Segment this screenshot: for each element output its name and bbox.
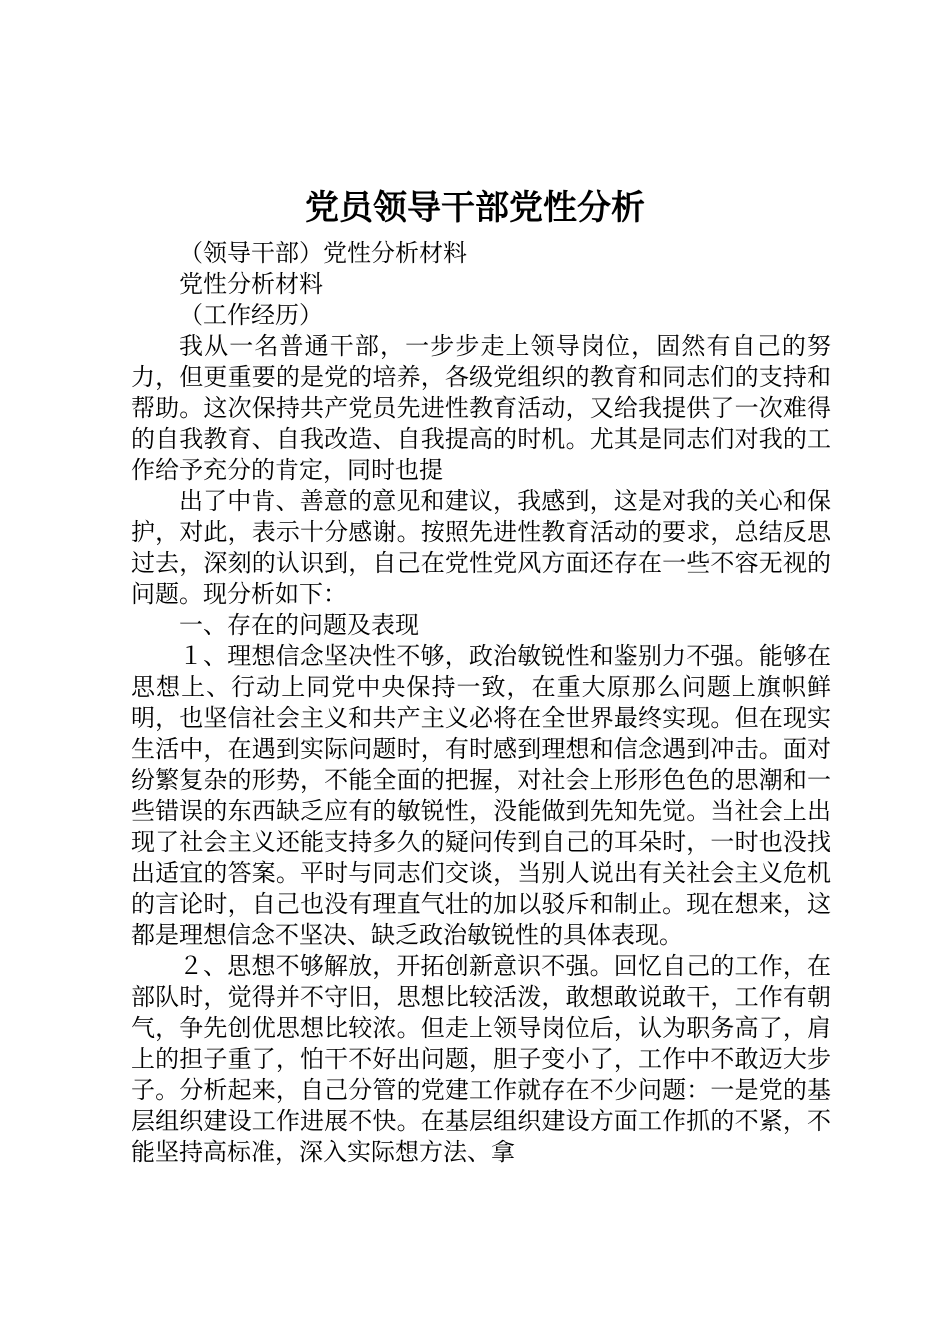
paragraph: ２、思想不够解放，开拓创新意识不强。回忆自己的工作，在部队时，觉得并不守旧，思想比较活泼，敢想敢说敢干，工作有朝气，争先创优思想比较浓。但走上领导岗位后，认为职务高了，肩上的担子重了，怕干不好出问题，胆子变小了，工作中不敢迈大步子。分析起来，自己分管的党建工作就存在不少问题：一是党的基层组织建设工作进展不快。在基层组织建设方面工作抓的不紧，不能坚持高标准，深入实际想方法、拿 (131, 952, 831, 1166)
document-title: 党员领导干部党性分析 (305, 188, 645, 228)
paragraph: 党性分析材料 (179, 270, 323, 298)
paragraph: （领导干部）党性分析材料 (179, 239, 467, 267)
paragraph: １、理想信念坚决性不够，政治敏锐性和鉴别力不强。能够在思想上、行动上同党中央保持一致，在重大原那么问题上旗帜鲜明，也坚信社会主义和共产主义必将在全世界最终实现。但在现实生活中，在遇到实际问题时，有时感到理想和信念遇到冲击。面对纷繁复杂的形势，不能全面的把握，对社会上形形色色的思潮和一些错误的东西缺乏应有的敏锐性，没能做到先知先觉。当社会上出现了社会主义还能支持多久的疑问传到自己的耳朵时，一时也没找出适宜的答案。平时与同志们交谈，当别人说出有关社会主义危机的言论时，自己也没有理直气壮的加以驳斥和制止。现在想来，这都是理想信念不坚决、缺乏政治敏锐性的具体表现。 (131, 642, 831, 949)
document-body (131, 238, 831, 1168)
paragraph: （工作经历） (179, 301, 323, 329)
section-heading: 一、存在的问题及表现 (179, 611, 419, 639)
paragraph: 我从一名普通干部，一步步走上领导岗位，固然有自己的努力，但更重要的是党的培养，各级党组织的教育和同志们的支持和帮助。这次保持共产党员先进性教育活动，又给我提供了一次难得的自我教育、自我改造、自我提高的时机。尤其是同志们对我的工作给予充分的肯定，同时也提 (131, 332, 831, 484)
paragraph: 出了中肯、善意的意见和建议，我感到，这是对我的关心和保护，对此，表示十分感谢。按照先进性教育活动的要求，总结反思过去，深刻的认识到，自己在党性党风方面还存在一些不容无视的问题。现分析如下： (131, 487, 831, 608)
